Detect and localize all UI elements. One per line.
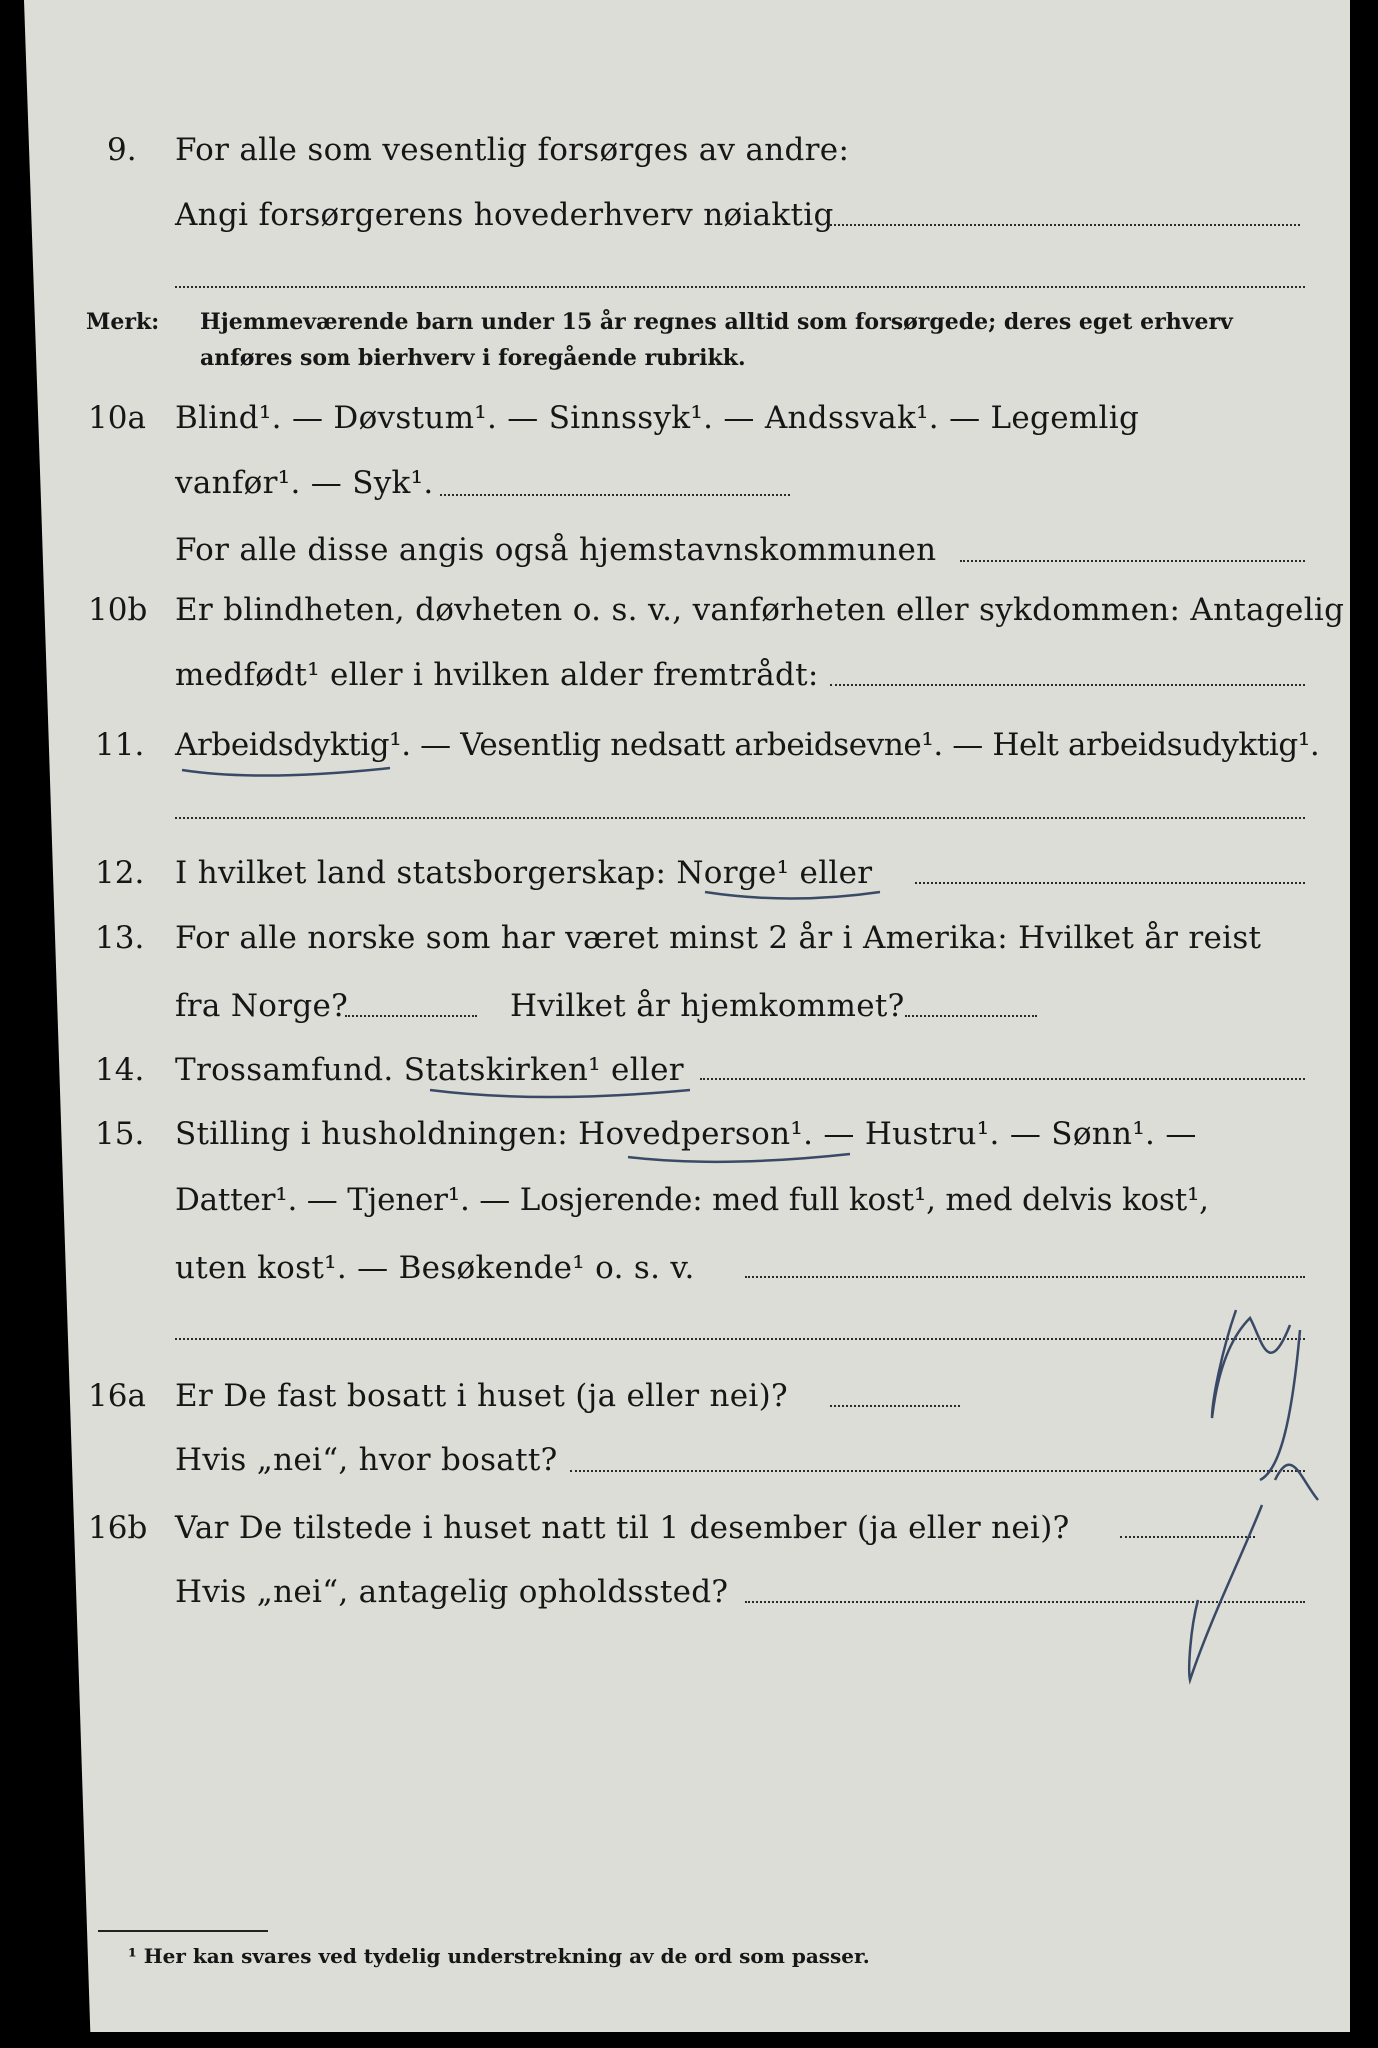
q10a-line1: Blind¹. — Døvstum¹. — Sinnssyk¹. — Andssvak¹. — Legemlig [175,400,1140,436]
handwritten-ja [1260,1330,1318,1500]
q9-line2: Angi forsørgerens hovederhverv nøiaktig [175,197,834,233]
q15-line1: Stilling i husholdningen: Hovedperson¹. — Hustru¹. — Sønn¹. — [175,1116,1197,1152]
underline-arbeidsdyktig [182,768,390,776]
q16a-number: 16a [88,1378,146,1414]
q10b-line2: medfødt¹ eller i hvilken alder fremtrådt: [175,657,819,693]
q11-line1: Arbeidsdyktig¹. — Vesentlig nedsatt arbeidsevne¹. — Helt arbeidsudyktig¹. [175,727,1320,763]
footnote-rule [98,1930,268,1932]
q13-line2b: Hvilket år hjemkommet? [510,988,905,1024]
q16b-line2: Hvis „nei“, antagelig opholdssted? [175,1574,729,1610]
underline-norge [705,892,880,899]
q16b-line1: Var De tilstede i huset natt til 1 desember (ja eller nei)? [175,1510,1070,1546]
q10a-number: 10a [88,400,146,436]
handwritten-slash [1189,1505,1262,1680]
merk-label: Merk: [86,309,160,335]
q10b-line1: Er blindheten, døvheten o. s. v., vanførheten eller sykdommen: Antagelig [175,592,1345,628]
q12-line1: I hvilket land statsborgerskap: Norge¹ eller [175,855,873,891]
handwritten-n [1212,1310,1290,1418]
q9-number: 9. [107,132,137,168]
q15-line2: Datter¹. — Tjener¹. — Losjerende: med full kost¹, med delvis kost¹, [175,1182,1209,1218]
q13-line2a: fra Norge? [175,988,349,1024]
q10a-line3: For alle disse angis også hjemstavnskommunen [175,532,937,568]
q10a-line2: vanfør¹. — Syk¹. [175,465,434,501]
merk-line1: Hjemmeværende barn under 15 år regnes alltid som forsørgede; deres eget erhverv [200,309,1233,335]
q16a-line1: Er De fast bosatt i huset (ja eller nei)? [175,1378,788,1414]
q11-number: 11. [95,727,145,763]
q9-line1: For alle som vesentlig forsørges av andre: [175,132,850,168]
q15-line3: uten kost¹. — Besøkende¹ o. s. v. [175,1250,695,1286]
merk-line2: anføres som bierhverv i foregående rubrikk. [200,345,746,371]
q13-line1: For alle norske som har været minst 2 år i Amerika: Hvilket år reist [175,920,1262,956]
q16b-number: 16b [88,1510,148,1546]
q16a-line2: Hvis „nei“, hvor bosatt? [175,1442,558,1478]
q14-number: 14. [95,1052,145,1088]
q13-number: 13. [95,920,145,956]
underline-statskirken [430,1090,690,1097]
underline-hovedperson [628,1154,850,1162]
q14-line1: Trossamfund. Statskirken¹ eller [175,1052,684,1088]
q12-number: 12. [95,855,145,891]
q10b-number: 10b [88,592,148,628]
q15-number: 15. [95,1116,145,1152]
footnote-text: ¹ Her kan svares ved tydelig understrekning av de ord som passer. [128,1944,870,1968]
